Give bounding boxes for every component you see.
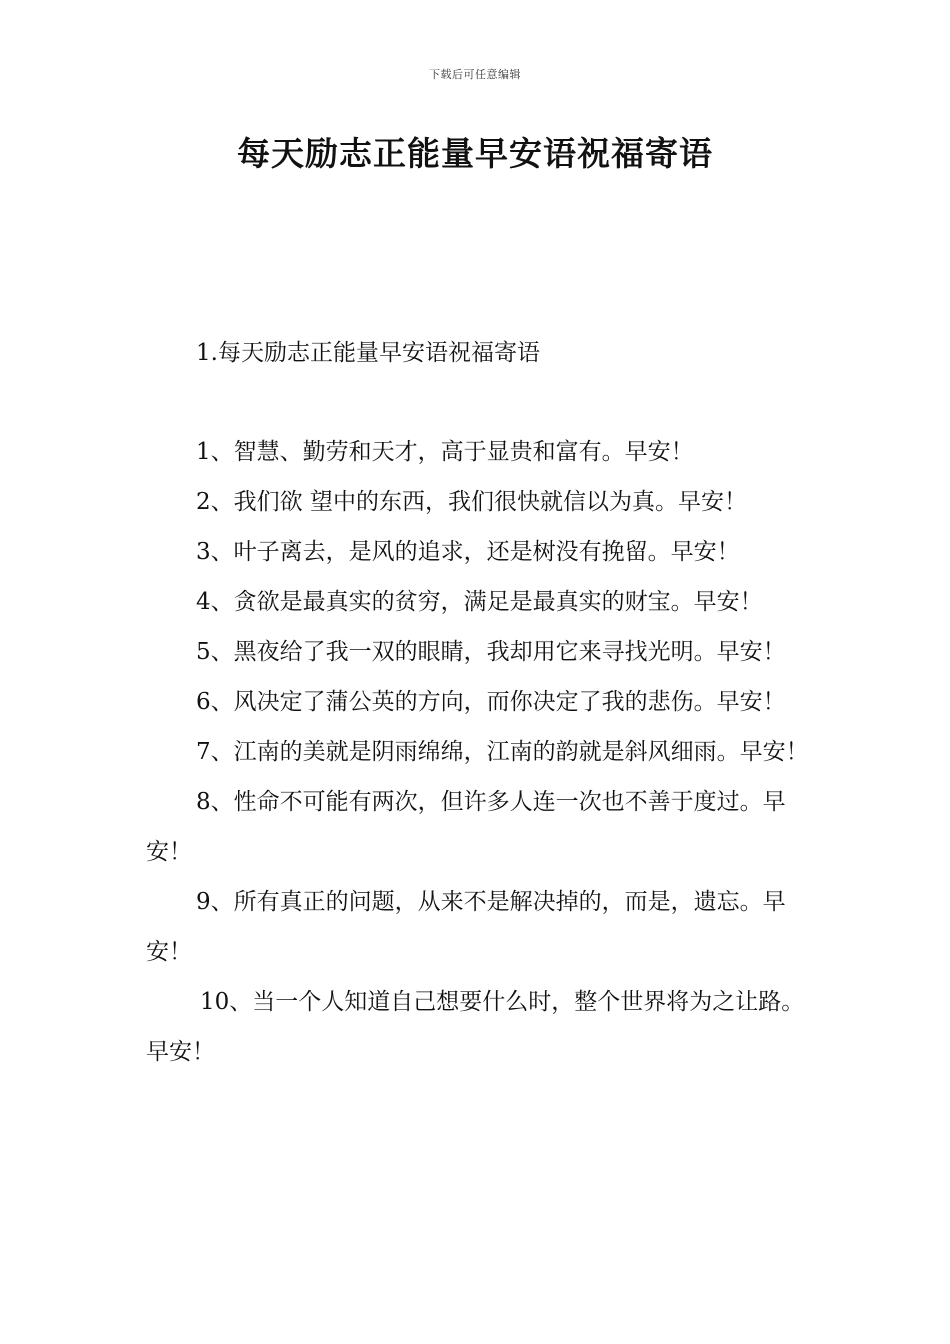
section-heading: 1.每天励志正能量早安语祝福寄语: [196, 340, 540, 366]
list-item: 6、风决定了蒲公英的方向，而你决定了我的悲伤。早安！: [196, 689, 786, 715]
list-item: 9、所有真正的问题，从来不是解决掉的，而是，遗忘。早安！: [146, 889, 786, 965]
header-note: 下载后可任意编辑: [429, 68, 521, 81]
document-title: 每天励志正能量早安语祝福寄语: [237, 134, 713, 173]
list-item: 5、黑夜给了我一双的眼睛，我却用它来寻找光明。早安！: [196, 639, 786, 665]
list-item: 3、叶子离去，是风的追求，还是树没有挽留。早安！: [196, 539, 740, 565]
list-item: 2、我们欲 望中的东西，我们很快就信以为真。早安！: [196, 489, 747, 515]
list-item: 8、性命不可能有两次，但许多人连一次也不善于度过。早安！: [146, 789, 786, 865]
list-item: 10、当一个人知道自己想要什么时，整个世界将为之让路。早安！: [146, 989, 805, 1065]
list-item: 7、江南的美就是阴雨绵绵，江南的韵就是斜风细雨。早安！: [196, 739, 809, 765]
list-item: 4、贪欲是最真实的贫穷，满足是最真实的财宝。早安！: [196, 589, 763, 615]
list-item: 1、智慧、勤劳和天才，高于显贵和富有。早安！: [196, 439, 694, 465]
greetings-list: [146, 427, 821, 1077]
